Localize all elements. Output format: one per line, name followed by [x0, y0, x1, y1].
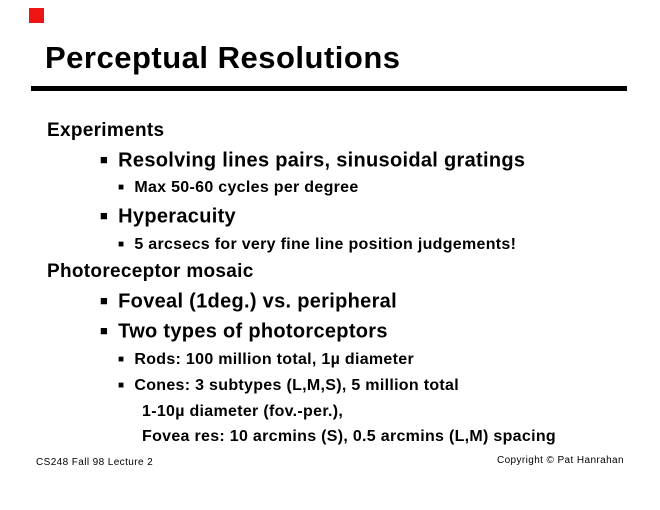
square-bullet-icon: ■ [100, 208, 109, 224]
square-bullet-icon: ■ [118, 353, 125, 365]
bullet-text: Fovea res: 10 arcmins (S), 0.5 arcmins (L,M) spacing [142, 427, 556, 445]
bullet-continuation-line [0, 399, 660, 424]
bullet-text: Cones: 3 subtypes (L,M,S), 5 million total [134, 376, 459, 394]
slide-title: Perceptual Resolutions [45, 40, 401, 75]
bullet-text: Photoreceptor mosaic [47, 260, 254, 282]
bullet-item [0, 175, 660, 201]
bullet-text: Two types of photorceptors [118, 320, 388, 343]
bullet-item [0, 347, 660, 373]
bullet-list [0, 117, 660, 449]
bullet-item [0, 258, 660, 286]
bullet-item [0, 117, 660, 145]
bullet-text: Hyperacuity [118, 205, 236, 228]
footer-copyright: Copyright © Pat Hanrahan [496, 455, 624, 466]
footer-course-label: CS248 Fall 98 Lecture 2 [36, 457, 154, 468]
bullet-text: Experiments [47, 120, 165, 141]
bullet-item [0, 286, 660, 316]
square-bullet-icon: ■ [118, 238, 125, 250]
title-underline [31, 86, 627, 91]
square-bullet-icon: ■ [118, 182, 125, 194]
square-bullet-icon: ■ [118, 379, 125, 391]
square-bullet-icon: ■ [100, 323, 109, 339]
bullet-item [0, 316, 660, 346]
bullet-item [0, 373, 660, 399]
bullet-item [0, 232, 660, 258]
bullet-text: Foveal (1deg.) vs. peripheral [118, 290, 397, 313]
bullet-text: Max 50-60 cycles per degree [134, 179, 359, 197]
bullet-text: Rods: 100 million total, 1µ diameter [134, 350, 414, 368]
bullet-text: 5 arcsecs for very fine line position judgements! [134, 235, 517, 253]
square-bullet-icon: ■ [100, 292, 109, 308]
bullet-continuation-line [0, 424, 660, 449]
square-bullet-icon: ■ [100, 152, 109, 167]
bullet-item [0, 201, 660, 231]
bullet-text: Resolving lines pairs, sinusoidal gratings [118, 149, 526, 172]
bullet-item [0, 145, 660, 175]
red-corner-mark [29, 8, 44, 23]
bullet-text: 1-10µ diameter (fov.-per.), [142, 402, 344, 420]
